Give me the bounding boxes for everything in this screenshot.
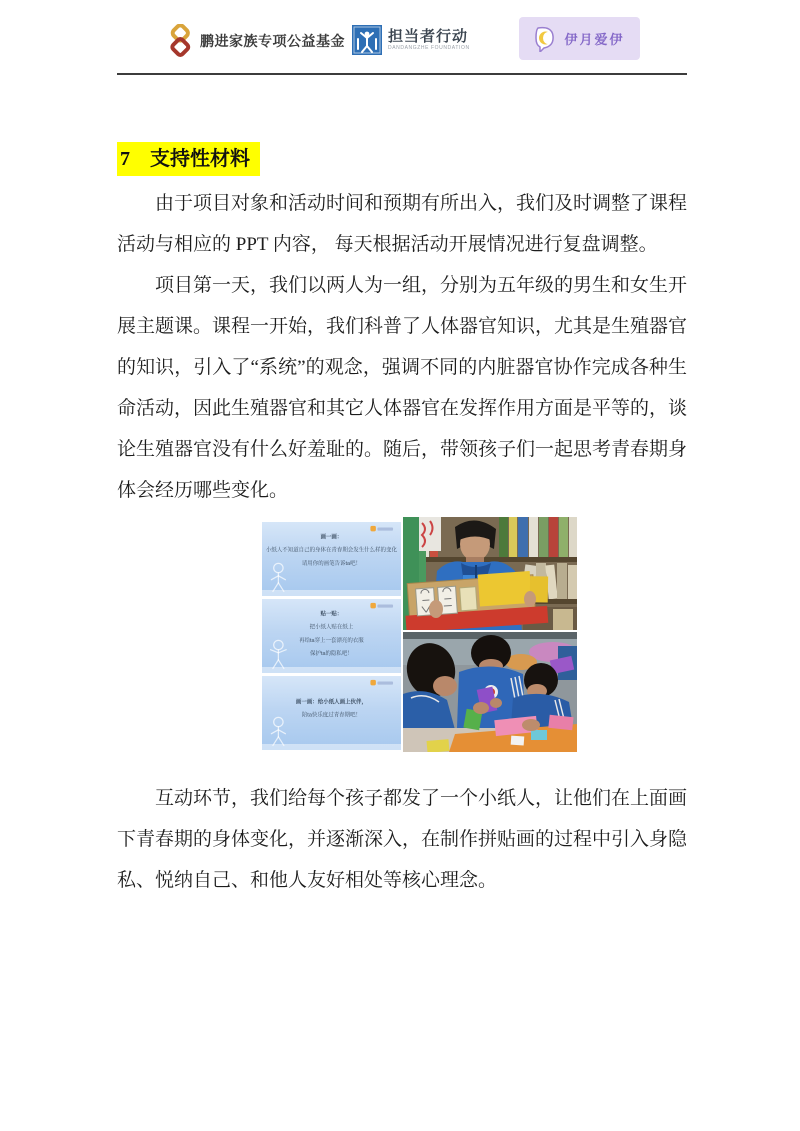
section-heading [117, 149, 687, 169]
slides-column [262, 517, 401, 752]
slide-draw-1 [262, 522, 401, 596]
slide-2-line: 把小纸人贴在纸上 [309, 624, 354, 631]
slide-3-line: 陪ta快乐度过青春期吧！ [301, 712, 361, 719]
logo-pengjin [168, 24, 345, 58]
slide-1-line: 请用你的画笔告诉ta吧！ [301, 561, 361, 567]
logo-pengjin-label: 鹏进家族专项公益基金 [200, 33, 345, 49]
paragraph-interaction: 互动环节，我们给每个孩子都发了一个小纸人，让他们在上面画下青春期的身体变化，并逐渐深入，在制作拼贴画的过程中引入身隐私、悦纳自己、和他人友好相处等核心理念。 [117, 788, 688, 891]
slide-1-line: 小纸人不知道自己的身体在青春期会发生什么样的变化 [265, 547, 397, 554]
logo-dandang-subtitle: DANDANGZHE FOUNDATION [388, 45, 470, 51]
header-divider [117, 73, 687, 75]
stick-figure-doodle [268, 562, 288, 593]
slide-2-line: 保护ta的隐私吧！ [310, 651, 353, 657]
photos-column [403, 517, 577, 752]
slide-3-title: 画一画：给小纸人画上伙伴， [295, 699, 367, 705]
header-logos [0, 0, 800, 73]
slide-stick [262, 599, 401, 673]
slide-2-line: 再给ta穿上一套漂亮的衣服 [299, 638, 364, 644]
yiyue-moon-icon [534, 26, 556, 52]
logo-dandang [352, 25, 470, 55]
photo-kids-crafting [403, 632, 577, 752]
slide-1-title: 画一画： [320, 534, 343, 540]
slide-draw-2 [262, 676, 401, 750]
dandang-people-icon [352, 25, 382, 55]
logo-yiyue-label: 伊月爱伊 [564, 32, 625, 47]
main-content [117, 149, 687, 901]
slide-brand-mark [370, 680, 393, 685]
paragraph-day-one: 项目第一天，我们以两人为一组，分别为五年级的男生和女生开展主题课。课程一开始，我们科普了人体器官知识，尤其是生殖器官的知识，引入了“系统”的观念，强调不同的内脏器官协作完成各种生命活动，因此生殖器官和其它人体器官在发挥作用方面是平等的，谈论生殖器官没有什么好羞耻的。随后，带领孩子们一起思考青春期身体会经历哪些变化。 [117, 275, 688, 501]
figure-collage [262, 517, 577, 752]
stick-figure-doodle [268, 716, 288, 747]
logo-yiyue [519, 17, 640, 60]
slide-brand-mark [370, 603, 393, 608]
stick-figure-doodle [268, 639, 288, 670]
paragraph-adjustment: 由于项目对象和活动时间和预期有所出入，我们及时调整了课程活动与相应的 PPT 内容， 每天根据活动开展情况进行复盘调整。 [117, 193, 688, 255]
slide-brand-mark [370, 526, 393, 531]
highlighted-heading-text: 7 支持性材料 [117, 142, 260, 176]
logo-dandang-title: 担当者行动 [388, 28, 469, 45]
pengjin-hearts-icon [168, 24, 194, 58]
slide-2-title: 贴一贴： [320, 611, 343, 617]
photo-boy-with-collage [403, 517, 577, 630]
